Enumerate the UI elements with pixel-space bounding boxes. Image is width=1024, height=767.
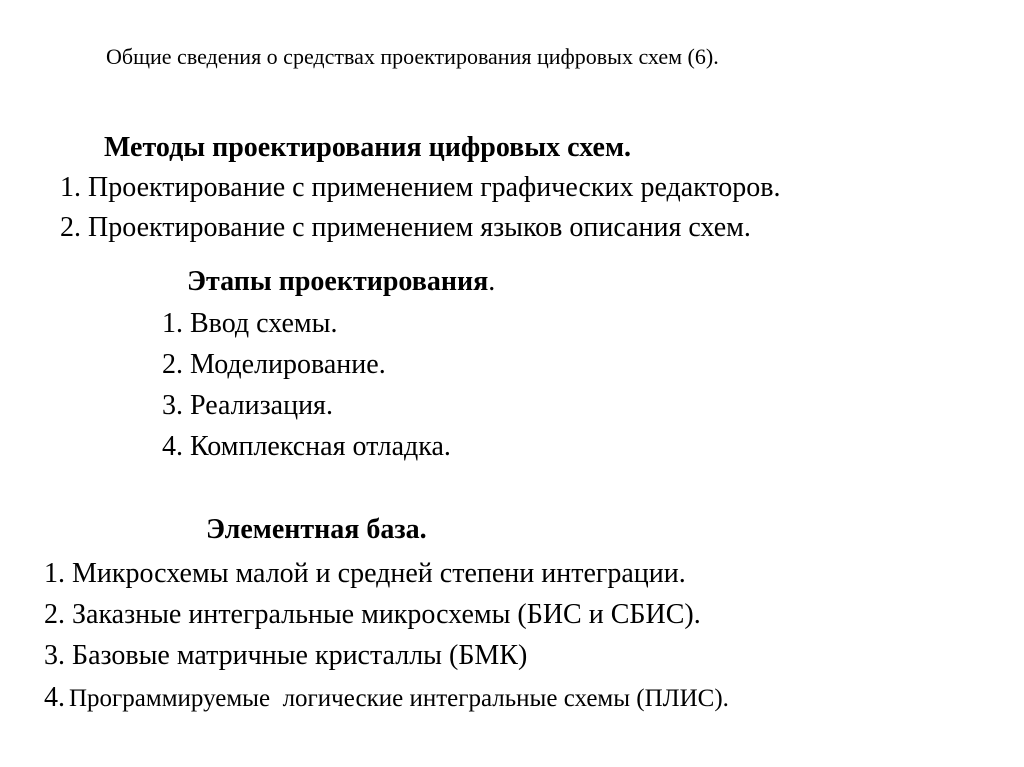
stages-item-2: 2. Моделирование. <box>162 349 386 380</box>
slide-title: Общие сведения о средствах проектирования цифровых схем (6). <box>106 44 719 69</box>
element-base-item-4-number: 4. <box>44 682 65 713</box>
stages-item-1: 1. Ввод схемы. <box>162 308 338 339</box>
stages-item-4: 4. Комплексная отладка. <box>162 431 451 462</box>
element-base-item-1: 1. Микросхемы малой и средней степени интеграции. <box>44 558 686 589</box>
stages-heading: Этапы проектирования <box>187 266 489 297</box>
methods-item-1: 1. Проектирование с применением графических редакторов. <box>60 172 781 203</box>
element-base-item-3: 3. Базовые матричные кристаллы (БМК) <box>44 640 528 671</box>
element-base-item-2: 2. Заказные интегральные микросхемы (БИС и СБИС). <box>44 599 701 630</box>
element-base-item-4-text: Программируемые логические интегральные схемы (ПЛИС). <box>69 685 729 712</box>
element-base-heading: Элементная база. <box>206 514 427 545</box>
element-base-item-4 <box>44 684 729 712</box>
methods-item-2: 2. Проектирование с применением языков описания схем. <box>60 212 751 243</box>
stages-item-3: 3. Реализация. <box>162 390 333 421</box>
stages-heading-line <box>187 268 495 296</box>
methods-heading: Методы проектирования цифровых схем. <box>104 132 632 163</box>
stages-heading-period: . <box>488 266 496 297</box>
